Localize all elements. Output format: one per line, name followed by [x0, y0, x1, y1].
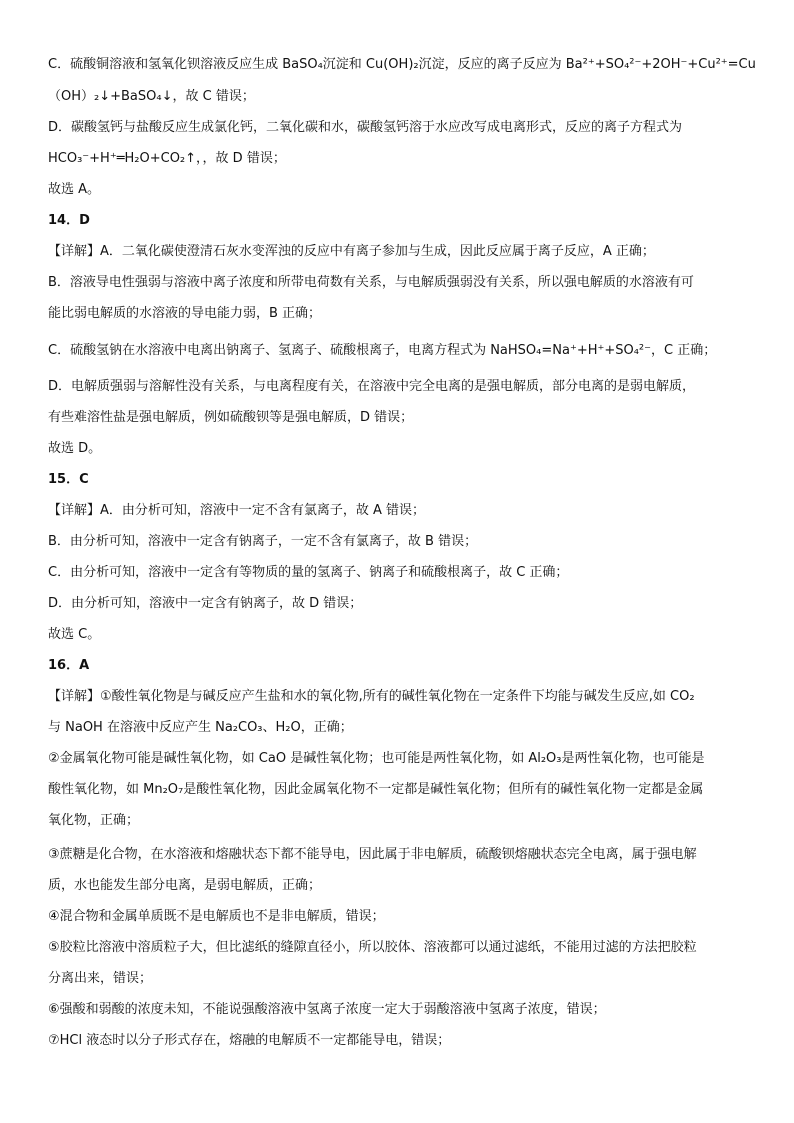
q16-point5-line2: 分离出来，错误； [48, 971, 153, 986]
q16-point2-line2: 酸性氧化物，如 Mn₂O₇是酸性氧化物，因此金属氧化物不一定都是碱性氧化物；但所有的碱性氧化物一定都是金属 [48, 782, 704, 797]
q15-answer: 故选 C。 [48, 627, 101, 642]
q15-option-b: B．由分析可知，溶液中一定含有钠离子，一定不含有氯离子，故 B 错误； [48, 534, 478, 549]
q14-option-a: 【详解】A．二氧化碳使澄清石灰水变浑浊的反应中有离子参加与生成，因此反应属于离子反应，A 正确； [48, 244, 655, 259]
q13-option-d-line2: HCO₃⁻+H⁺═H₂O+CO₂↑，，故 D 错误； [48, 151, 286, 166]
q14-answer: 故选 D。 [48, 441, 102, 456]
q16-point1-line2: 与 NaOH 在溶液中反应产生 Na₂CO₃、H₂O，正确； [48, 720, 353, 735]
q13-option-c-line2: （OH）₂↓+BaSO₄↓，故 C 错误； [48, 89, 255, 104]
q16-point5-line1: ⑤胶粒比溶液中溶质粒子大，但比滤纸的缝隙直径小，所以胶体、溶液都可以通过滤纸，不能用过滤的方法把胶粒 [48, 940, 697, 955]
q15-option-d: D．由分析可知，溶液中一定含有钠离子，故 D 错误； [48, 596, 363, 611]
q16-point3-line2: 质，水也能发生部分电离，是弱电解质，正确； [48, 878, 322, 893]
q14-option-d-line1: D．电解质强弱与溶解性没有关系，与电离程度有关，在溶液中完全电离的是强电解质，部分电离的是弱电解质， [48, 379, 696, 394]
q15-heading: 15．C [48, 472, 89, 487]
q13-answer: 故选 A。 [48, 182, 101, 197]
q14-option-b-line1: B．溶液导电性强弱与溶液中离子浓度和所带电荷数有关系，与电解质强弱没有关系，所以强电解质的水溶液有可 [48, 275, 694, 290]
q15-option-a: 【详解】A．由分析可知，溶液中一定不含有氯离子，故 A 错误； [48, 503, 426, 518]
q16-point1-line1: 【详解】①酸性氧化物是与碱反应产生盐和水的氧化物,所有的碱性氧化物在一定条件下均能与碱发生反应,如 CO₂ [48, 689, 695, 704]
q16-point7: ⑦HCl 液态时以分子形式存在，熔融的电解质不一定都能导电，错误； [48, 1033, 451, 1048]
q14-option-b-line2: 能比弱电解质的水溶液的导电能力弱，B 正确； [48, 306, 322, 321]
q13-option-d-line1: D．碳酸氢钙与盐酸反应生成氯化钙，二氧化碳和水，碳酸氢钙溶于水应改写成电离形式，反应的离子方程式为 [48, 120, 683, 135]
q16-point6: ⑥强酸和弱酸的浓度未知，不能说强酸溶液中氢离子浓度一定大于弱酸溶液中氢离子浓度，错误； [48, 1002, 606, 1017]
q15-option-c: C．由分析可知，溶液中一定含有等物质的量的氢离子、钠离子和硫酸根离子，故 C 正确； [48, 565, 569, 580]
q16-point3-line1: ③蔗糖是化合物，在水溶液和熔融状态下都不能导电，因此属于非电解质，硫酸钡熔融状态完全电离，属于强电解 [48, 847, 697, 862]
q16-heading: 16．A [48, 658, 90, 673]
q16-point2-line3: 氧化物，正确； [48, 813, 140, 828]
q14-option-d-line2: 有些难溶性盐是强电解质，例如硫酸钡等是强电解质，D 错误； [48, 410, 414, 425]
q16-point4: ④混合物和金属单质既不是电解质也不是非电解质，错误； [48, 909, 385, 924]
q16-point2-line1: ②金属氧化物可能是碱性氧化物，如 CaO 是碱性氧化物；也可能是两性氧化物，如 Al₂O₃是两性氧化物，也可能是 [48, 751, 705, 766]
q14-option-c: C．硫酸氢钠在水溶液中电离出钠离子、氢离子、硫酸根离子，电离方程式为 NaHSO₄=Na⁺+H⁺+SO₄²⁻，C 正确； [48, 343, 717, 358]
q13-option-c-line1: C．硫酸铜溶液和氢氧化钡溶液反应生成 BaSO₄沉淀和 Cu(OH)₂沉淀，反应的离子反应为 Ba²⁺+SO₄²⁻+2OH⁻+Cu²⁺=Cu [48, 57, 756, 72]
q14-heading: 14．D [48, 213, 90, 228]
